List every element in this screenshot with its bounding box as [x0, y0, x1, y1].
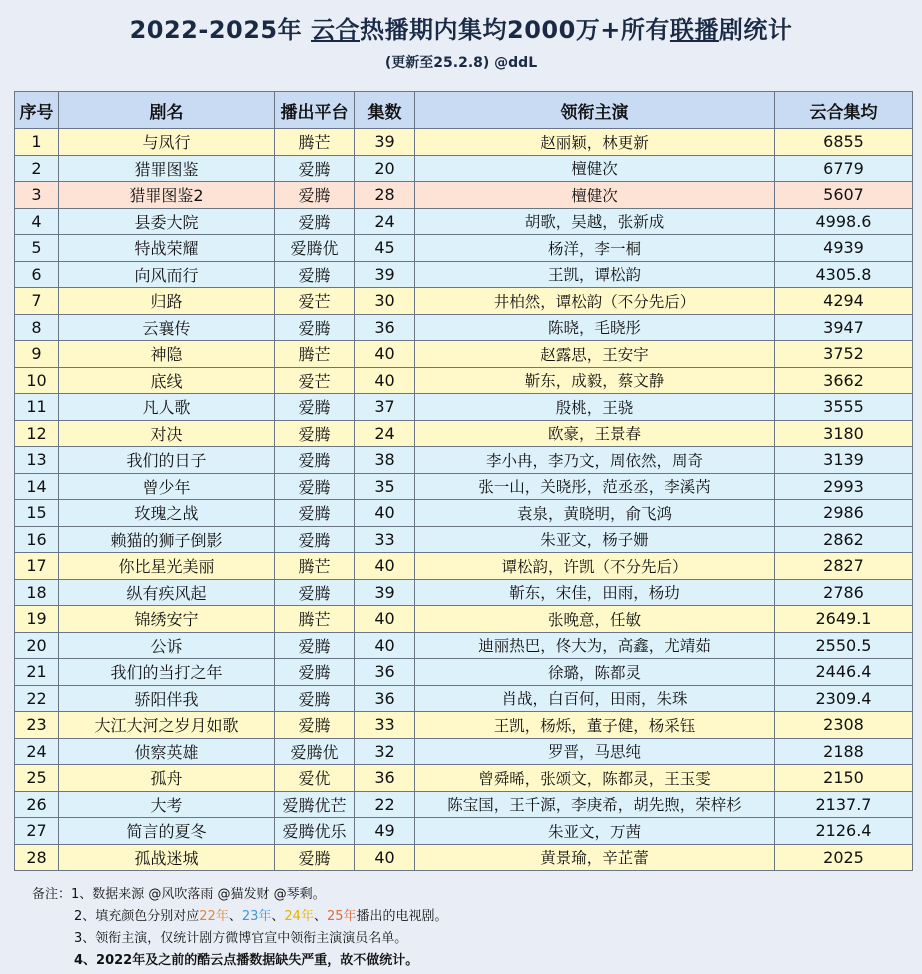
col-header-name: 剧名 [59, 92, 275, 129]
table-row [15, 844, 913, 871]
row-no: 23 [15, 712, 59, 739]
row-no: 3 [15, 182, 59, 209]
lead-actors: 檀健次 [415, 155, 775, 182]
row-no: 26 [15, 791, 59, 818]
row-no: 19 [15, 606, 59, 633]
row-no: 16 [15, 526, 59, 553]
yunhe-avg: 3752 [775, 341, 913, 368]
platform: 爱腾优乐 [275, 818, 355, 845]
platform: 爱腾 [275, 844, 355, 871]
episode-count: 37 [355, 394, 415, 421]
row-no: 7 [15, 288, 59, 315]
row-no: 14 [15, 473, 59, 500]
table-row [15, 447, 913, 474]
episode-count: 22 [355, 791, 415, 818]
row-no: 28 [15, 844, 59, 871]
yunhe-avg: 4939 [775, 235, 913, 262]
lead-actors: 檀健次 [415, 182, 775, 209]
drama-name: 猎罪图鉴 [59, 155, 275, 182]
yunhe-avg: 2126.4 [775, 818, 913, 845]
lead-actors: 徐璐，陈都灵 [415, 659, 775, 686]
platform: 爱腾 [275, 208, 355, 235]
row-no: 6 [15, 261, 59, 288]
episode-count: 28 [355, 182, 415, 209]
table-row [15, 420, 913, 447]
drama-name: 骄阳伴我 [59, 685, 275, 712]
table-row [15, 314, 913, 341]
episode-count: 40 [355, 500, 415, 527]
row-no: 17 [15, 553, 59, 580]
lead-actors: 陈宝国，王千源，李庚希，胡先煦，荣梓杉 [415, 791, 775, 818]
row-no: 1 [15, 129, 59, 156]
platform: 腾芒 [275, 606, 355, 633]
col-header-episodes: 集数 [355, 92, 415, 129]
row-no: 5 [15, 235, 59, 262]
footnotes [32, 884, 892, 972]
yunhe-avg: 2308 [775, 712, 913, 739]
table-header-row [15, 92, 913, 129]
lead-actors: 迪丽热巴，佟大为，高鑫，尤靖茹 [415, 632, 775, 659]
notes-label: 备注： [32, 887, 72, 902]
platform: 爱腾 [275, 394, 355, 421]
table-row [15, 261, 913, 288]
lead-actors: 杨洋，李一桐 [415, 235, 775, 262]
lead-actors: 王凯，谭松韵 [415, 261, 775, 288]
episode-count: 36 [355, 765, 415, 792]
row-no: 8 [15, 314, 59, 341]
row-no: 10 [15, 367, 59, 394]
yunhe-avg: 2786 [775, 579, 913, 606]
yunhe-avg: 2188 [775, 738, 913, 765]
lead-actors: 张晚意，任敏 [415, 606, 775, 633]
platform: 爱芒 [275, 288, 355, 315]
lead-actors: 胡歌，吴越，张新成 [415, 208, 775, 235]
episode-count: 33 [355, 526, 415, 553]
row-no: 12 [15, 420, 59, 447]
platform: 腾芒 [275, 553, 355, 580]
table-row [15, 765, 913, 792]
table-row [15, 579, 913, 606]
table-row [15, 288, 913, 315]
drama-name: 赖猫的狮子倒影 [59, 526, 275, 553]
row-no: 15 [15, 500, 59, 527]
episode-count: 40 [355, 606, 415, 633]
table-row [15, 367, 913, 394]
lead-actors: 王凯，杨烁，董子健，杨采钰 [415, 712, 775, 739]
platform: 爱腾 [275, 632, 355, 659]
table-row [15, 685, 913, 712]
platform: 爱腾 [275, 155, 355, 182]
table-row [15, 500, 913, 527]
row-no: 24 [15, 738, 59, 765]
row-no: 2 [15, 155, 59, 182]
row-no: 25 [15, 765, 59, 792]
drama-name: 神隐 [59, 341, 275, 368]
drama-name: 侦察英雄 [59, 738, 275, 765]
table-row [15, 473, 913, 500]
platform: 爱腾 [275, 261, 355, 288]
lead-actors: 罗晋，马思纯 [415, 738, 775, 765]
episode-count: 40 [355, 632, 415, 659]
row-no: 11 [15, 394, 59, 421]
drama-name: 简言的夏冬 [59, 818, 275, 845]
note-1: 1、数据来源 @风吹落雨 @猫发财 @琴剩。 [71, 887, 326, 902]
drama-name: 县委大院 [59, 208, 275, 235]
platform: 爱腾 [275, 500, 355, 527]
row-no: 20 [15, 632, 59, 659]
row-no: 9 [15, 341, 59, 368]
platform: 爱腾优 [275, 235, 355, 262]
yunhe-avg: 2446.4 [775, 659, 913, 686]
drama-name: 归路 [59, 288, 275, 315]
drama-name: 纵有疾风起 [59, 579, 275, 606]
yunhe-avg: 4294 [775, 288, 913, 315]
episode-count: 36 [355, 685, 415, 712]
yunhe-avg: 2150 [775, 765, 913, 792]
platform: 爱腾 [275, 579, 355, 606]
col-header-platform: 播出平台 [275, 92, 355, 129]
episode-count: 24 [355, 420, 415, 447]
platform: 爱腾 [275, 685, 355, 712]
platform: 爱优 [275, 765, 355, 792]
yunhe-avg: 6855 [775, 129, 913, 156]
episode-count: 36 [355, 659, 415, 686]
lead-actors: 靳东，宋佳，田雨，杨玏 [415, 579, 775, 606]
lead-actors: 张一山，关晓彤，范丞丞，李溪芮 [415, 473, 775, 500]
platform: 腾芒 [275, 129, 355, 156]
episode-count: 39 [355, 579, 415, 606]
drama-name: 与凤行 [59, 129, 275, 156]
drama-name: 曾少年 [59, 473, 275, 500]
yunhe-avg: 2137.7 [775, 791, 913, 818]
episode-count: 45 [355, 235, 415, 262]
table-row [15, 235, 913, 262]
drama-name: 我们的日子 [59, 447, 275, 474]
col-header-no: 序号 [15, 92, 59, 129]
lead-actors: 朱亚文，万茜 [415, 818, 775, 845]
row-no: 18 [15, 579, 59, 606]
table-row [15, 712, 913, 739]
episode-count: 20 [355, 155, 415, 182]
episode-count: 38 [355, 447, 415, 474]
episode-count: 39 [355, 261, 415, 288]
yunhe-avg: 3947 [775, 314, 913, 341]
drama-name: 凡人歌 [59, 394, 275, 421]
platform: 爱腾 [275, 473, 355, 500]
yunhe-avg: 6779 [775, 155, 913, 182]
lead-actors: 袁泉，黄晓明，俞飞鸿 [415, 500, 775, 527]
table-row [15, 632, 913, 659]
episode-count: 39 [355, 129, 415, 156]
lead-actors: 井柏然，谭松韵（不分先后） [415, 288, 775, 315]
episode-count: 40 [355, 367, 415, 394]
table-row [15, 208, 913, 235]
yunhe-avg: 2550.5 [775, 632, 913, 659]
platform: 爱腾 [275, 659, 355, 686]
episode-count: 32 [355, 738, 415, 765]
episode-count: 40 [355, 553, 415, 580]
drama-name: 对决 [59, 420, 275, 447]
drama-name: 锦绣安宁 [59, 606, 275, 633]
drama-name: 大考 [59, 791, 275, 818]
lead-actors: 朱亚文，杨子姗 [415, 526, 775, 553]
lead-actors: 殷桃，王骁 [415, 394, 775, 421]
platform: 爱芒 [275, 367, 355, 394]
drama-name: 孤战迷城 [59, 844, 275, 871]
episode-count: 24 [355, 208, 415, 235]
platform: 爱腾 [275, 447, 355, 474]
episode-count: 40 [355, 844, 415, 871]
table-row [15, 791, 913, 818]
platform: 腾芒 [275, 341, 355, 368]
yunhe-avg: 2827 [775, 553, 913, 580]
yunhe-avg: 2986 [775, 500, 913, 527]
row-no: 4 [15, 208, 59, 235]
yunhe-avg: 2309.4 [775, 685, 913, 712]
episode-count: 49 [355, 818, 415, 845]
page-subtitle: (更新至25.2.8) @ddL [384, 55, 538, 71]
yunhe-avg: 4998.6 [775, 208, 913, 235]
yunhe-avg: 3180 [775, 420, 913, 447]
episode-count: 30 [355, 288, 415, 315]
drama-name: 向风而行 [59, 261, 275, 288]
platform: 爱腾 [275, 314, 355, 341]
drama-name: 玫瑰之战 [59, 500, 275, 527]
table-row [15, 553, 913, 580]
table-row [15, 526, 913, 553]
yunhe-avg: 3139 [775, 447, 913, 474]
table-row [15, 738, 913, 765]
row-no: 27 [15, 818, 59, 845]
table-row [15, 606, 913, 633]
platform: 爱腾优 [275, 738, 355, 765]
drama-name: 底线 [59, 367, 275, 394]
yunhe-avg: 2862 [775, 526, 913, 553]
page-title: 2022-2025年 云合热播期内集均2000万+所有联播剧统计 [129, 16, 793, 44]
note-3: 3、领衔主演，仅统计剧方微博官宣中领衔主演演员名单。 [74, 931, 408, 946]
drama-name: 特战荣耀 [59, 235, 275, 262]
lead-actors: 陈晓，毛晓彤 [415, 314, 775, 341]
yunhe-avg: 3662 [775, 367, 913, 394]
yunhe-avg: 5607 [775, 182, 913, 209]
col-header-leads: 领衔主演 [415, 92, 775, 129]
table-row [15, 659, 913, 686]
drama-name: 大江大河之岁月如歌 [59, 712, 275, 739]
episode-count: 35 [355, 473, 415, 500]
yunhe-avg: 2025 [775, 844, 913, 871]
table-row [15, 155, 913, 182]
note-4: 4、2022年及之前的酷云点播数据缺失严重，故不做统计。 [74, 953, 419, 968]
table-row [15, 182, 913, 209]
lead-actors: 黄景瑜，辛芷蕾 [415, 844, 775, 871]
table-row [15, 394, 913, 421]
platform: 爱腾 [275, 526, 355, 553]
yunhe-avg: 2993 [775, 473, 913, 500]
lead-actors: 欧豪，王景春 [415, 420, 775, 447]
episode-count: 40 [355, 341, 415, 368]
platform: 爱腾 [275, 420, 355, 447]
yunhe-avg: 4305.8 [775, 261, 913, 288]
drama-name: 云襄传 [59, 314, 275, 341]
yunhe-avg: 2649.1 [775, 606, 913, 633]
episode-count: 33 [355, 712, 415, 739]
lead-actors: 曾舜晞，张颂文，陈都灵，王玉雯 [415, 765, 775, 792]
lead-actors: 赵露思，王安宇 [415, 341, 775, 368]
table-row [15, 341, 913, 368]
platform: 爱腾 [275, 712, 355, 739]
yunhe-avg: 3555 [775, 394, 913, 421]
drama-stats-table [14, 91, 913, 871]
platform: 爱腾 [275, 182, 355, 209]
episode-count: 36 [355, 314, 415, 341]
lead-actors: 赵丽颖，林更新 [415, 129, 775, 156]
row-no: 13 [15, 447, 59, 474]
drama-name: 孤舟 [59, 765, 275, 792]
table-row [15, 818, 913, 845]
row-no: 21 [15, 659, 59, 686]
platform: 爱腾优芒 [275, 791, 355, 818]
drama-name: 猎罪图鉴2 [59, 182, 275, 209]
lead-actors: 李小冉，李乃文，周依然，周奇 [415, 447, 775, 474]
drama-name: 我们的当打之年 [59, 659, 275, 686]
drama-name: 公诉 [59, 632, 275, 659]
col-header-avg: 云合集均 [775, 92, 913, 129]
lead-actors: 肖战，白百何，田雨，朱珠 [415, 685, 775, 712]
row-no: 22 [15, 685, 59, 712]
drama-name: 你比星光美丽 [59, 553, 275, 580]
note-2: 2、填充颜色分别对应22年、23年、24年、25年播出的电视剧。 [74, 909, 448, 924]
lead-actors: 谭松韵，许凯（不分先后） [415, 553, 775, 580]
lead-actors: 靳东，成毅，蔡文静 [415, 367, 775, 394]
table-row [15, 129, 913, 156]
